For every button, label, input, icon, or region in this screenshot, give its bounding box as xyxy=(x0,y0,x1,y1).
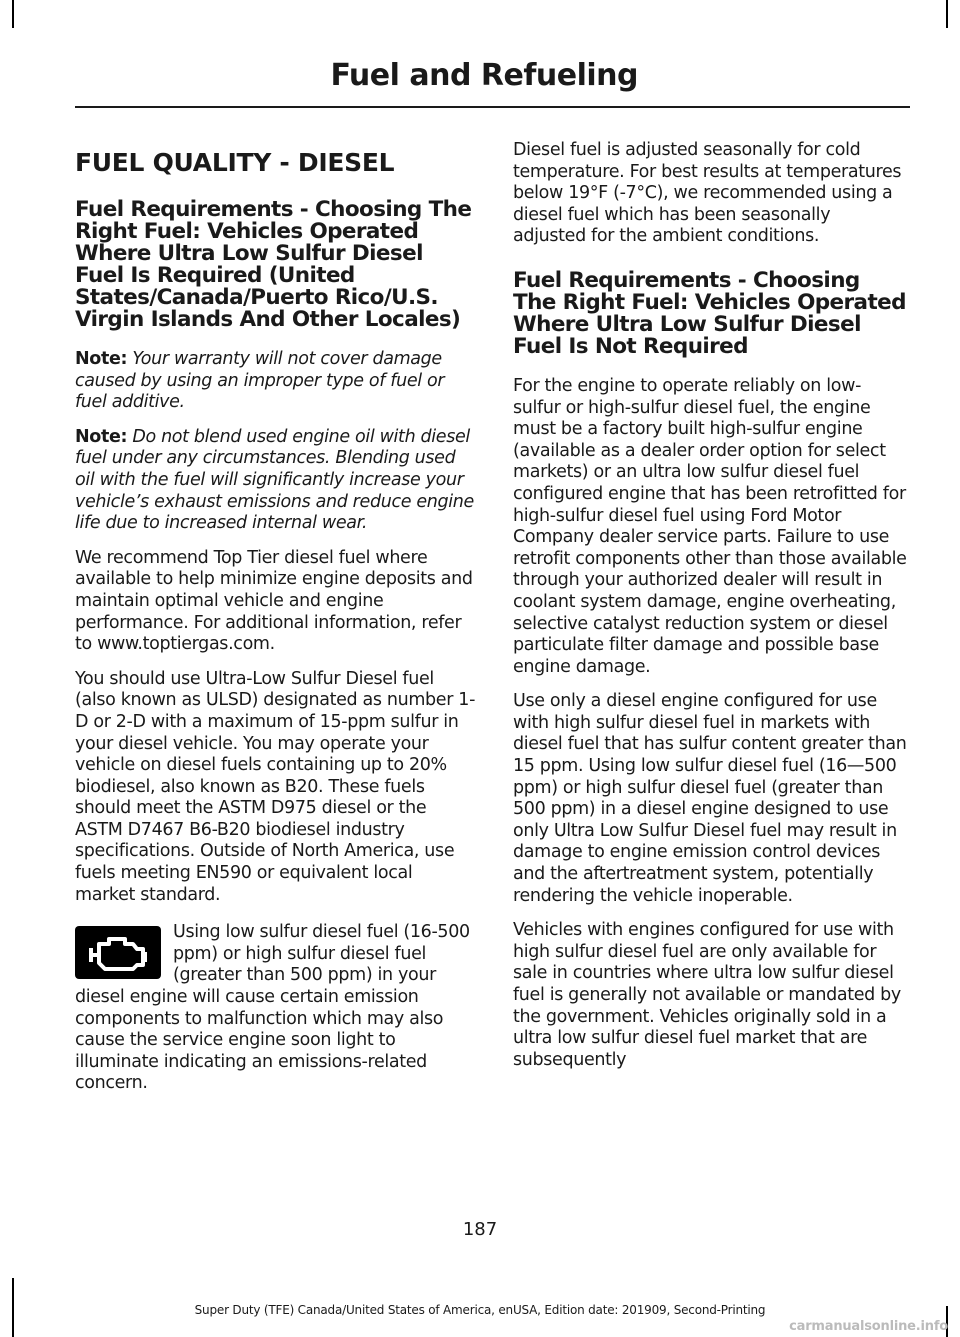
paragraph-seasonal: Diesel fuel is adjusted seasonally for cold temperature. For best results at temperatures below 19°F (-7°C), we recommended using a diesel fuel which has been seasonally adjusted for the ambient conditions. xyxy=(513,140,902,247)
crop-mark xyxy=(946,0,948,28)
note-used-oil xyxy=(75,427,477,535)
check-engine-icon xyxy=(75,926,161,979)
paragraph-use-only: Use only a diesel engine configured for use with high sulfur diesel fuel in markets with diesel fuel that has sulfur content greater than 15 ppm. Using low sulfur diesel fuel (16—500 ppm) or high sulfur diesel fuel (greater than 500 ppm) in a diesel engine designed to use only Ultra Low Sulfur Diesel fuel may result in damage to engine emission control devices and the aftertreatment system, potentially rendering the vehicle inoperable. xyxy=(513,691,907,906)
watermark: carmanualsonline.info xyxy=(789,1319,948,1334)
crop-mark xyxy=(12,0,14,28)
page-header-title: Fuel and Refueling xyxy=(330,58,638,93)
section-title: FUEL QUALITY - DIESEL xyxy=(75,148,395,177)
subheading-ulsd-required: Fuel Requirements - Choosing The Right Fuel: Vehicles Operated Where Ultra Low Sulfur Diesel Fuel Is Required (United States/Canada/Puerto Rico/U.S. Virgin Islands And Other Locales) xyxy=(75,197,472,332)
header-rule xyxy=(75,106,910,108)
right-column xyxy=(513,140,908,1084)
paragraph-availability: Vehicles with engines configured for use with high sulfur diesel fuel are only available for sale in countries where ultra low sulfur diesel fuel is generally not available or mandated by the government. Vehicles originally sold in a ultra low sulfur diesel fuel market that are subsequently xyxy=(513,920,901,1070)
note-text: Do not blend used engine oil with diesel fuel under any circumstances. Blending used oil with the fuel will significantly increase your vehicle’s exhaust emissions and reduce engine life due to increased internal wear. xyxy=(75,426,474,534)
paragraph-high-sulfur-engine: For the engine to operate reliably on low-sulfur or high-sulfur diesel fuel, the engine must be a factory built high-sulfur engine (available as a dealer order option for select markets) or an ultra low sulfur diesel fuel configured engine that has been retrofitted for high-sulfur diesel fuel using Ford Motor Company dealer service parts. Failure to use retrofit components other than those available through your authorized dealer will result in coolant system damage, engine overheating, selective catalyst reduction system or diesel particulate filter damage and possible base engine damage. xyxy=(513,375,907,677)
left-column xyxy=(75,140,477,1108)
page-number: 187 xyxy=(462,1219,498,1240)
warning-paragraph xyxy=(75,922,477,1095)
subheading-ulsd-not-required: Fuel Requirements - Choosing The Right Fuel: Vehicles Operated Where Ultra Low Sulfur Diesel Fuel Is Not Required xyxy=(513,267,906,359)
note-label: Note: xyxy=(75,349,128,369)
note-label: Note: xyxy=(75,426,128,447)
warning-text: Using low sulfur diesel fuel (16-500 ppm) or high sulfur diesel fuel (greater than 500 ppm) in your diesel engine will cause certain emission components to malfunction which may also cause the service engine soon light to illuminate indicating an emissions-related concern. xyxy=(75,922,470,1094)
note-warranty xyxy=(75,349,477,414)
paragraph-ulsd: You should use Ultra-Low Sulfur Diesel fuel (also known as ULSD) designated as number 1-D or 2-D with a maximum of 15-ppm sulfur in your diesel vehicle. You may operate your vehicle on diesel fuels containing up to 20% biodiesel, also known as B20. These fuels should meet the ASTM D975 diesel or the ASTM D7467 B6-B20 biodiesel industry specifications. Outside of North America, use fuels meeting EN590 or equivalent local market standard. xyxy=(75,668,476,905)
note-text: Your warranty will not cover damage caused by using an improper type of fuel or fuel additive. xyxy=(75,349,445,413)
paragraph-top-tier: We recommend Top Tier diesel fuel where available to help minimize engine deposits and maintain optimal vehicle and engine performance. For additional information, refer to www.toptiergas.com. xyxy=(75,547,473,655)
footer-text: Super Duty (TFE) Canada/United States of America, enUSA, Edition date: 201909, Second-Printing xyxy=(194,1303,766,1317)
